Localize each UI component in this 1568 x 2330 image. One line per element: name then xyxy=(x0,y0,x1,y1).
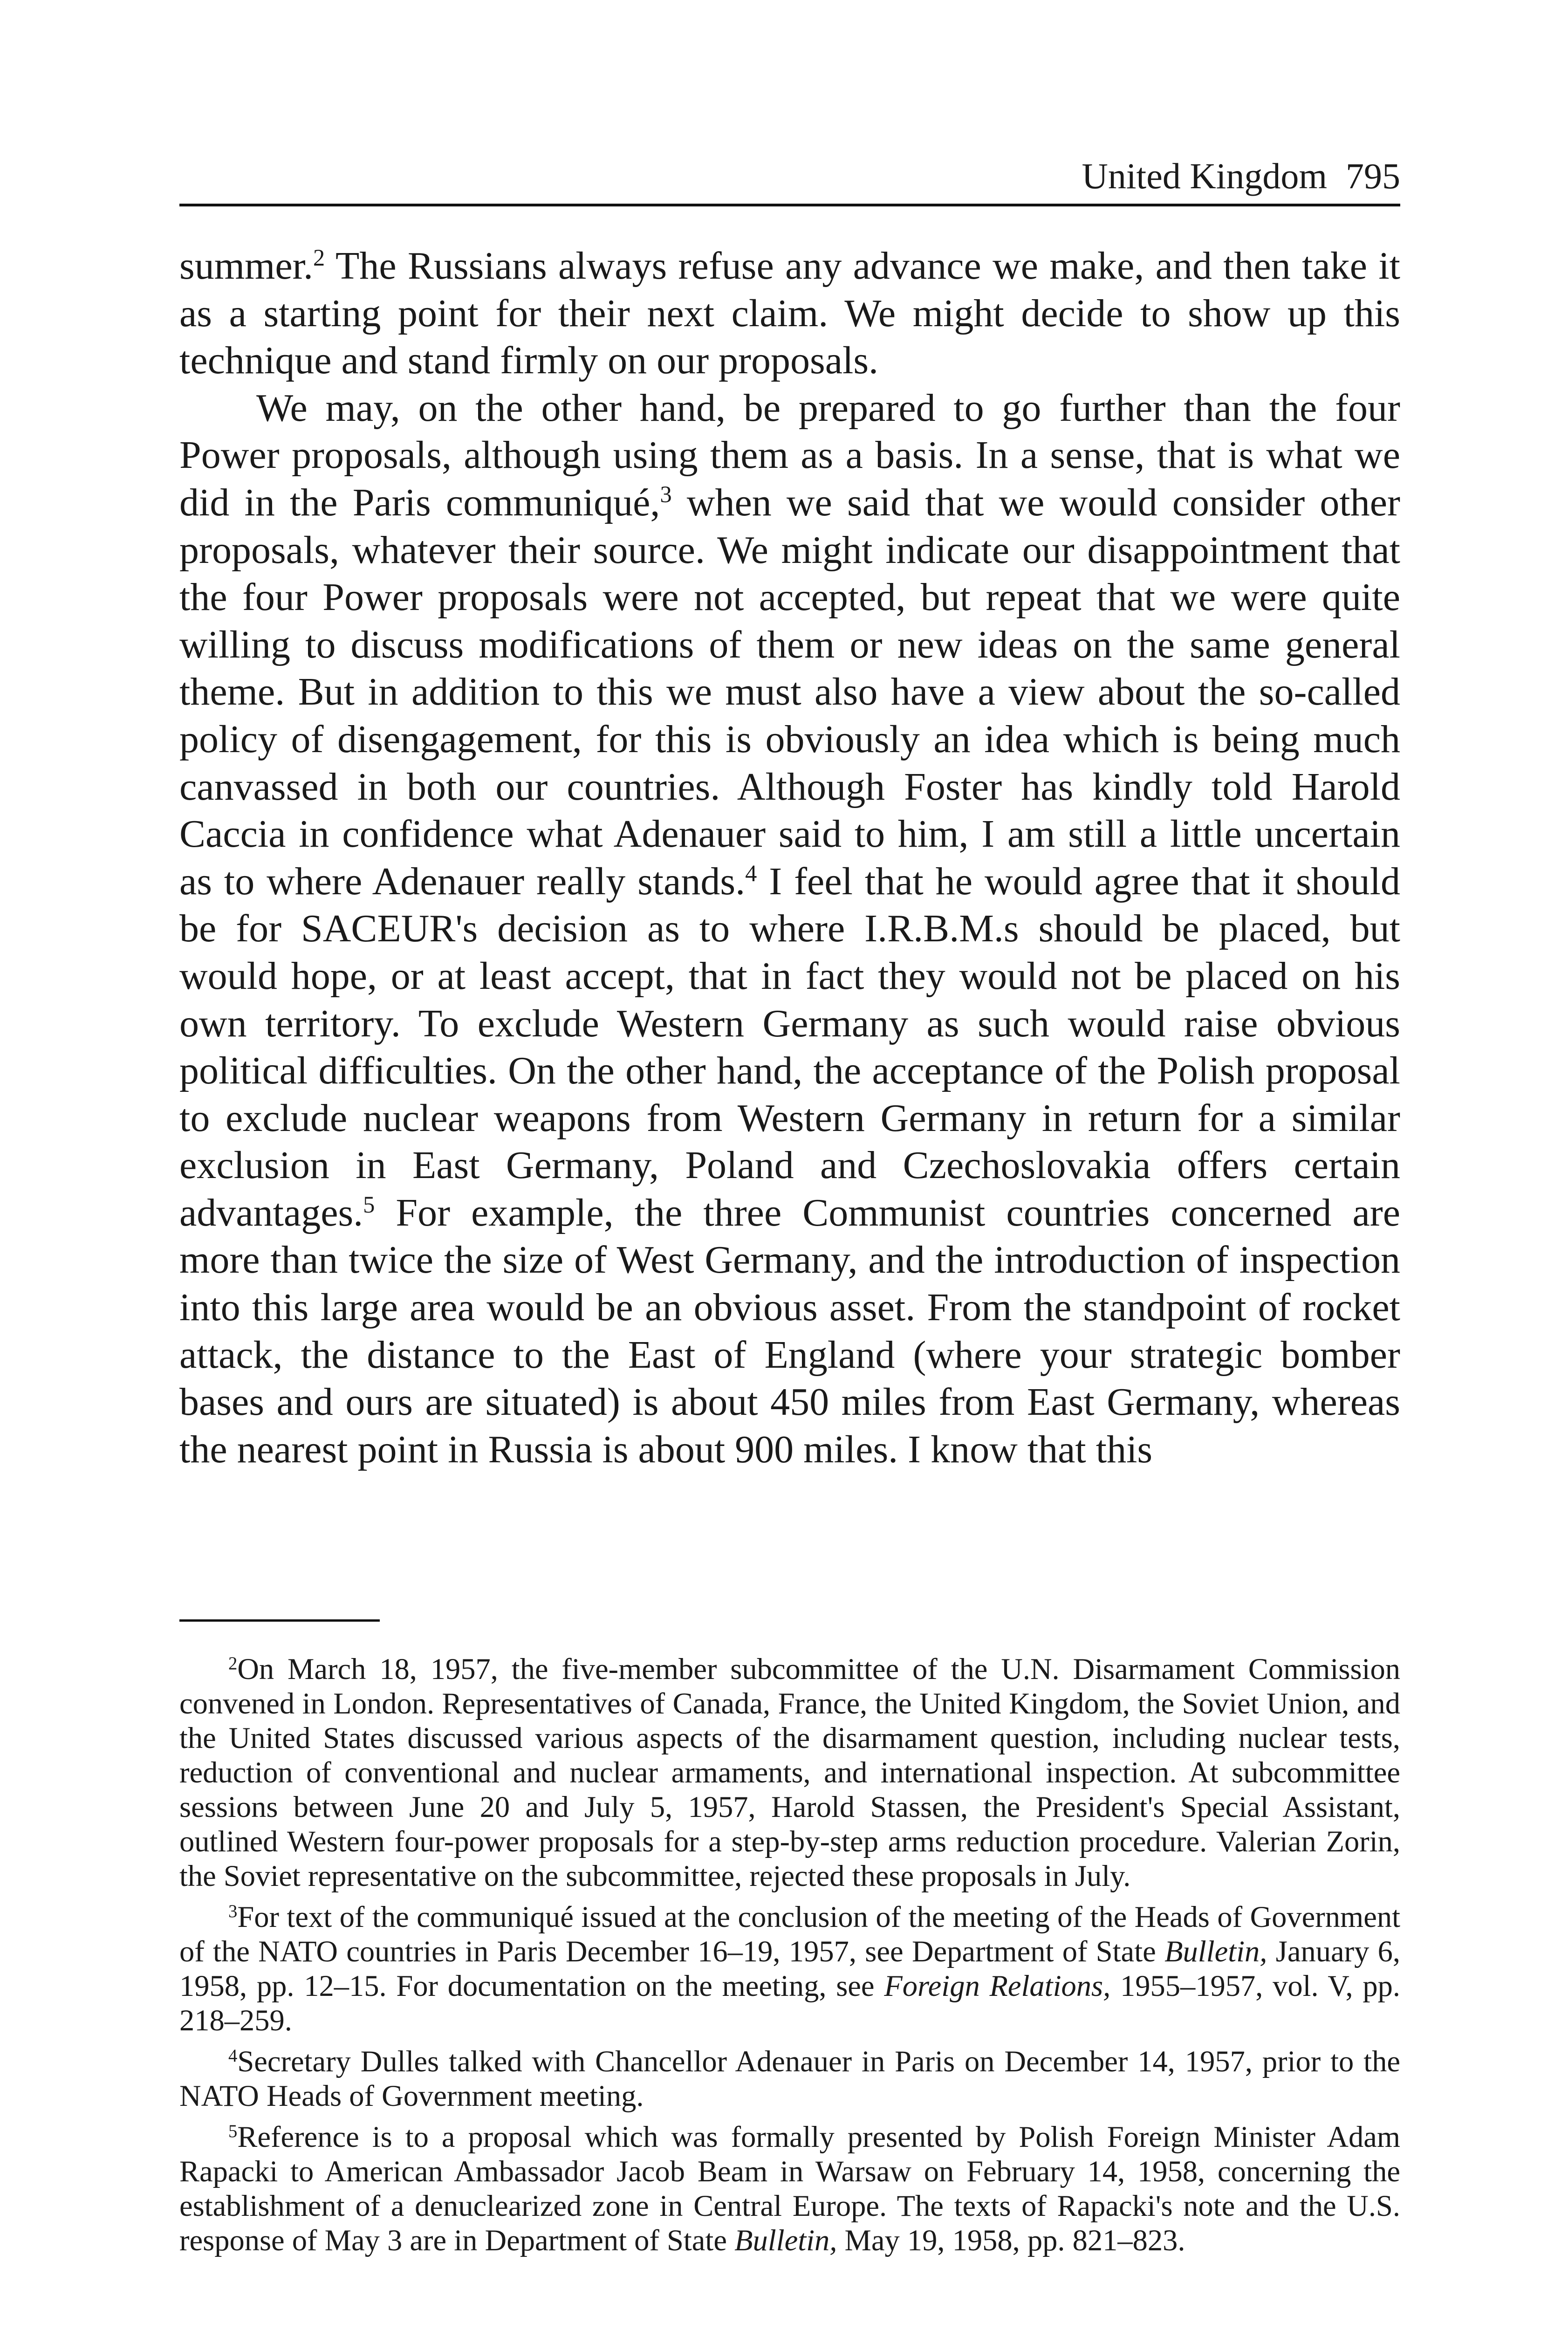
footnote-2 xyxy=(179,1652,1400,1893)
footnote-3 xyxy=(179,1900,1400,2038)
footnote-3-text-b: January 6, 1958, pp. 12–15. For documentation on the meeting, see xyxy=(179,1935,1401,2002)
footnote-3-bulletin: Bulletin, xyxy=(1164,1935,1267,1968)
paragraph-2-text-a: We may, on the other hand, be prepared to go further than the four Power proposals, although using them as a basis. In a sense, that is what we did in the Paris communiqué, xyxy=(179,386,1400,524)
header-rule xyxy=(179,204,1400,206)
section-title: United Kingdom xyxy=(1082,156,1327,196)
footnote-3-text-a: For text of the communiqué issued at the conclusion of the meeting of the Heads of Government of the NATO countries in Paris December 16–19, 1957, see Department of State xyxy=(179,1900,1400,1968)
footnote-5 xyxy=(179,2120,1400,2258)
footnote-4 xyxy=(179,2044,1400,2113)
footnote-4-text: Secretary Dulles talked with Chancellor Adenauer in Paris on December 14, 1957, prior to the NATO Heads of Government meeting. xyxy=(179,2045,1400,2112)
footnote-5-text-a: Reference is to a proposal which was formally presented by Polish Foreign Minister Adam Rapacki to American Ambassador Jacob Beam in Warsaw on February 14, 1958, concerning the establishment of a denuclearized zone in Central Europe. The texts of Rapacki's note and the U.S. response of May 3 are in Department of State xyxy=(179,2120,1400,2257)
footnote-ref-4: 4 xyxy=(745,860,757,886)
paragraph-2-text-d: For example, the three Communist countries concerned are more than twice the size of West Germany, and the introduction of inspection into this large area would be an obvious asset. From the standpoint of rocket attack, the distance to the East of England (where your strategic bomber bases and ours are situated) is about 450 miles from East Germany, whereas the nearest point in Russia is about 900 miles. I know that this xyxy=(179,1191,1400,1471)
footnote-2-text: On March 18, 1957, the five-member subcommittee of the U.N. Disarmament Commission convened in London. Representatives of Canada, France, the United Kingdom, the Soviet Union, and the United States discussed various aspects of the disarmament question, including nuclear tests, reduction of conventional and nuclear armaments, and international inspection. At subcommittee sessions between June 20 and July 5, 1957, Harold Stassen, the President's Special Assistant, outlined Western four-power proposals for a step-by-step arms reduction procedure. Valerian Zorin, the Soviet representative on the subcommittee, rejected these proposals in July. xyxy=(179,1652,1400,1892)
footnote-2-number: 2 xyxy=(228,1653,238,1673)
paragraph-1-text-b: The Russians always refuse any advance we make, and then take it as a starting point for their next claim. We might decide to show up this technique and stand firmly on our proposals. xyxy=(179,244,1400,383)
paragraph-1 xyxy=(179,242,1400,384)
footnote-ref-2: 2 xyxy=(313,245,325,271)
running-head xyxy=(179,148,1400,204)
footnote-ref-3: 3 xyxy=(660,481,672,508)
paragraph-2-text-b: when we said that we would consider other proposals, whatever their source. We might indicate our disappointment that the four Power proposals were not accepted, but repeat that we were quite willing to discuss modifications of them or new ideas on the same general theme. But in addition to this we must also have a view about the so-called policy of disengagement, for this is obviously an idea which is being much canvassed in both our countries. Although Foster has kindly told Harold Caccia in confidence what Adenauer said to him, I am still a little uncertain as to where Adenauer really stands. xyxy=(179,480,1401,903)
footnote-5-number: 5 xyxy=(228,2121,238,2141)
footnote-ref-5: 5 xyxy=(363,1192,375,1218)
footnote-5-bulletin: Bulletin, xyxy=(734,2224,837,2257)
footnote-separator xyxy=(179,1619,380,1622)
body-text xyxy=(179,242,1400,1473)
paragraph-2-text-c: I feel that he would agree that it should be for SACEUR's decision as to where I.R.B.M.s should be placed, but would hope, or at least accept, that in fact they would not be placed on his own territory. To exclude Western Germany as such would raise obvious political difficulties. On the other hand, the acceptance of the Polish proposal to exclude nuclear weapons from Western Germany in return for a similar exclusion in East Germany, Poland and Czechoslovakia offers certain advantages. xyxy=(179,859,1401,1234)
footnote-5-text-b: May 19, 1958, pp. 821–823. xyxy=(844,2224,1185,2257)
page-number: 795 xyxy=(1346,156,1400,196)
footnote-3-foreign-relations: Foreign Relations, xyxy=(884,1969,1111,2002)
footnote-3-number: 3 xyxy=(228,1901,238,1921)
footnotes xyxy=(179,1652,1400,2264)
footnote-4-number: 4 xyxy=(228,2046,238,2066)
footnote-3-text-c: 1955–1957, vol. V, pp. 218–259. xyxy=(179,1969,1400,2037)
paragraph-2 xyxy=(179,384,1400,1473)
paragraph-1-text-a: summer. xyxy=(179,244,313,288)
